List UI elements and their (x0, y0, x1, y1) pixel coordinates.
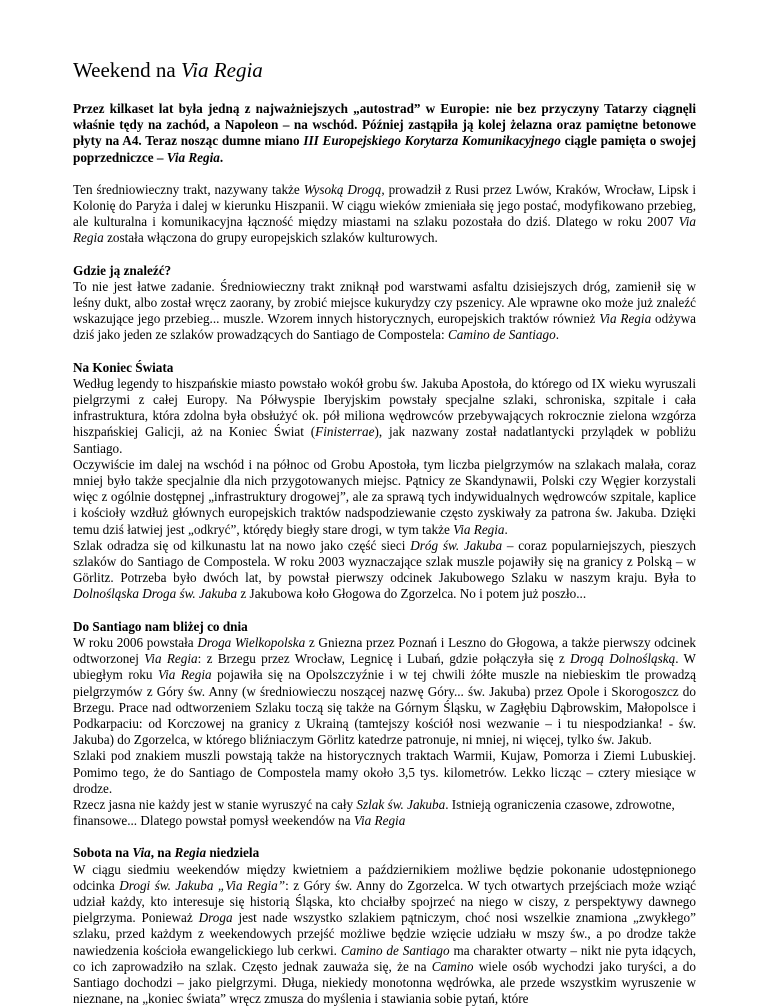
section-body: W roku 2006 powstała Droga Wielkopolska z Gniezna przez Poznań i Leszno do Głogowa, a także pierwszy odcinek odtworzonej Via Regia: z Brzegu przez Wrocław, Legnicę i Lubań, gdzie połączyła się z Drogą Dolnośląską. W ubiegłym roku Via Regia pojawiła się na Opolszczyźnie i w tej chwili żółte muszle na niebieskim tle prowadzą pielgrzymów z Góry św. Anny (w średniowieczu noszącej nazwę Góry... św. Jakuba) przez Opole i Skorogoszcz do Brzegu. Prace nad odtworzeniem Szlaku toczą się także na Górnym Śląsku, w Zagłębiu Dąbrowskim, Małopolsce i Podkarpaciu: od Korczowej na granicy z Ukrainą (tamtejszy kościół nosi wezwanie – i tu niespodzianka! - św. Jakuba) do Zgorzelca, w którego bliźniaczym Görlitz katedrze patronuje, ni mniej, ni więcej, tylko św. Jakub. (73, 634, 697, 748)
page-title (73, 57, 696, 83)
section-body: To nie jest łatwe zadanie. Średniowieczny trakt zniknął pod warstwami asfaltu dzisiejszych dróg, zamienił się w leśny dukt, albo został wręcz zaorany, by zrobić miejsce kukurydzy czy pszenicy. Ale wprawne oko może już znaleźć wskazujące jego przebieg... muszle. Wzorem innych historycznych, europejskich traktów również Via Regia odżywa dziś jako jeden ze szlaków prowadzących do Santiago de Compostela: Camino de Santiago. (73, 278, 697, 343)
section-sobota (73, 845, 696, 1007)
intro-paragraph: Ten średniowieczny trakt, nazywany także Wysoką Drogą, prowadził z Rusi przez Lwów, Kraków, Wrocław, Lipsk i Kolonię do Paryża i dalej w kierunku Hiszpanii. W ciągu wieków zmieniała się jego postać, modyfikowano przebieg, ale kulturalna i komunikacyjna łączność między miastami na szlaku pozostała do dziś. Dlatego w roku 2007 Via Regia została włączona do grupy europejskich szlaków kulturowych. (73, 181, 697, 246)
section-body: Według legendy to hiszpańskie miasto powstało wokół grobu św. Jakuba Apostoła, do którego od IX wieku wyruszali pielgrzymi z całej Europy. Na Półwyspie Iberyjskim powstały specjalne szlaki, schroniska, szpitale i cała infrastruktura, która zdolna była obsłużyć ok. pół miliona wędrowców przebywających rokrocznie zielona wzgórza hiszpańskiej Galicji, aż na Koniec Świat (Finisterrae), jak nazwany został nadatlantycki przylądek w pobliżu Santiago. (73, 375, 696, 456)
section-gdzie (73, 263, 696, 344)
section-heading: Do Santiago nam bliżej co dnia (73, 618, 248, 634)
title-text: Weekend na (73, 58, 181, 82)
section-heading: Gdzie ją znaleźć? (73, 262, 172, 278)
lead-paragraph: Przez kilkaset lat była jedną z najważniejszych „autostrad” w Europie: nie bez przyczyny Tatarzy ciągnęli właśnie tędy na zachód, a Napoleon – na wschód. Później zastąpiła ją kolej żelazna oraz pamiętne betonowe płyty na A4. Teraz nosząc dumne miano III Europejskiego Korytarza Komunikacyjnego ciągle pamięta o swojej poprzedniczce – Via Regia. (73, 101, 696, 165)
section-santiago (73, 619, 696, 830)
section-heading: Sobota na Via, na Regia niedziela (73, 845, 260, 861)
section-body: Rzecz jasna nie każdy jest w stanie wyruszyć na cały Szlak św. Jakuba. Istnieją ograniczenia czasowe, zdrowotne, finansowe... Dlatego powstał pomysł weekendów na Via Regia (73, 796, 675, 829)
title-italic: Via Regia (180, 58, 263, 82)
section-body: Szlak odradza się od kilkunastu lat na nowo jako część sieci Dróg św. Jakuba – coraz popularniejszych, pieszych szlaków do Santiago de Compostela. W roku 2003 wyznaczające szlak muszle pojawiły się na granicy z Polską – w Görlitz. Potrzeba było dwóch lat, by powstał pierwszy odcinek Jakubowego Szlaku w naszym kraju. Była to Dolnośląska Droga św. Jakuba z Jakubowa koło Głogowa do Zgorzelca. No i potem już poszło... (73, 537, 696, 602)
section-body: Oczywiście im dalej na wschód i na północ od Grobu Apostoła, tym liczba pielgrzymów na szlakach malała, coraz mniej było także specjalnie dla nich przygotowanych miejsc. Pątnicy ze Skandynawii, Polski czy Węgier korzystali więc z ogólnie dostępnej „infrastruktury drogowej”, ale za sprawą tych indywidualnych wędrowców szpitale, kaplice i kościoły wzdłuż głównych europejskich traktów nadspodziewanie często zyskiwały za patrona św. Jakuba. Dzięki temu dziś łatwiej jest „odkryć”, którędy biegły stare drogi, w tym także Via Regia. (73, 456, 696, 537)
section-heading: Na Koniec Świata (73, 359, 174, 375)
section-body: Szlaki pod znakiem muszli powstają także na historycznych traktach Warmii, Kujaw, Pomorza i Ziemi Lubuskiej. Pomimo tego, że do Santiago de Compostela mamy około 3,5 tys. kilometrów. Lekko licząc – cztery miesiące w drodze. (73, 748, 696, 796)
section-koniec-swiata (73, 360, 696, 603)
section-body: W ciągu siedmiu weekendów między kwietniem a październikiem możliwe będzie pokonanie udostępnionego odcinka Drogi św. Jakuba „Via Regia”: z Góry św. Anny do Zgorzelca. W tych otwartych przejściach może wziąć udział każdy, kto interesuje się historią Śląska, kto chciałby spojrzeć na niego w ciszy, z perspektywy dawnego pielgrzyma. Ponieważ Droga jest nade wszystko szlakiem pątniczym, choć nosi wszelkie znamiona „zwykłego” szlaku, przed każdym z weekendowych przejść możliwe będzie wzięcie udziału w mszy św., a po drodze także nawiedzenia kościoła ewangelickiego lub cerkwi. Camino de Santiago ma charakter otwarty – nikt nie pyta idących, co ich zaprowadziło na szlak. Często jednak zauważa się, że na Camino wiele osób wychodzi jako turyści, a do Santiago dochodzi – jako pielgrzymi. Długa, niekiedy monotonna wędrówka, ale przede wszystkim wyruszenie w nieznane, na „koniec świata” wręcz zmusza do myślenia i stawiania sobie pytań, które (73, 861, 696, 1007)
